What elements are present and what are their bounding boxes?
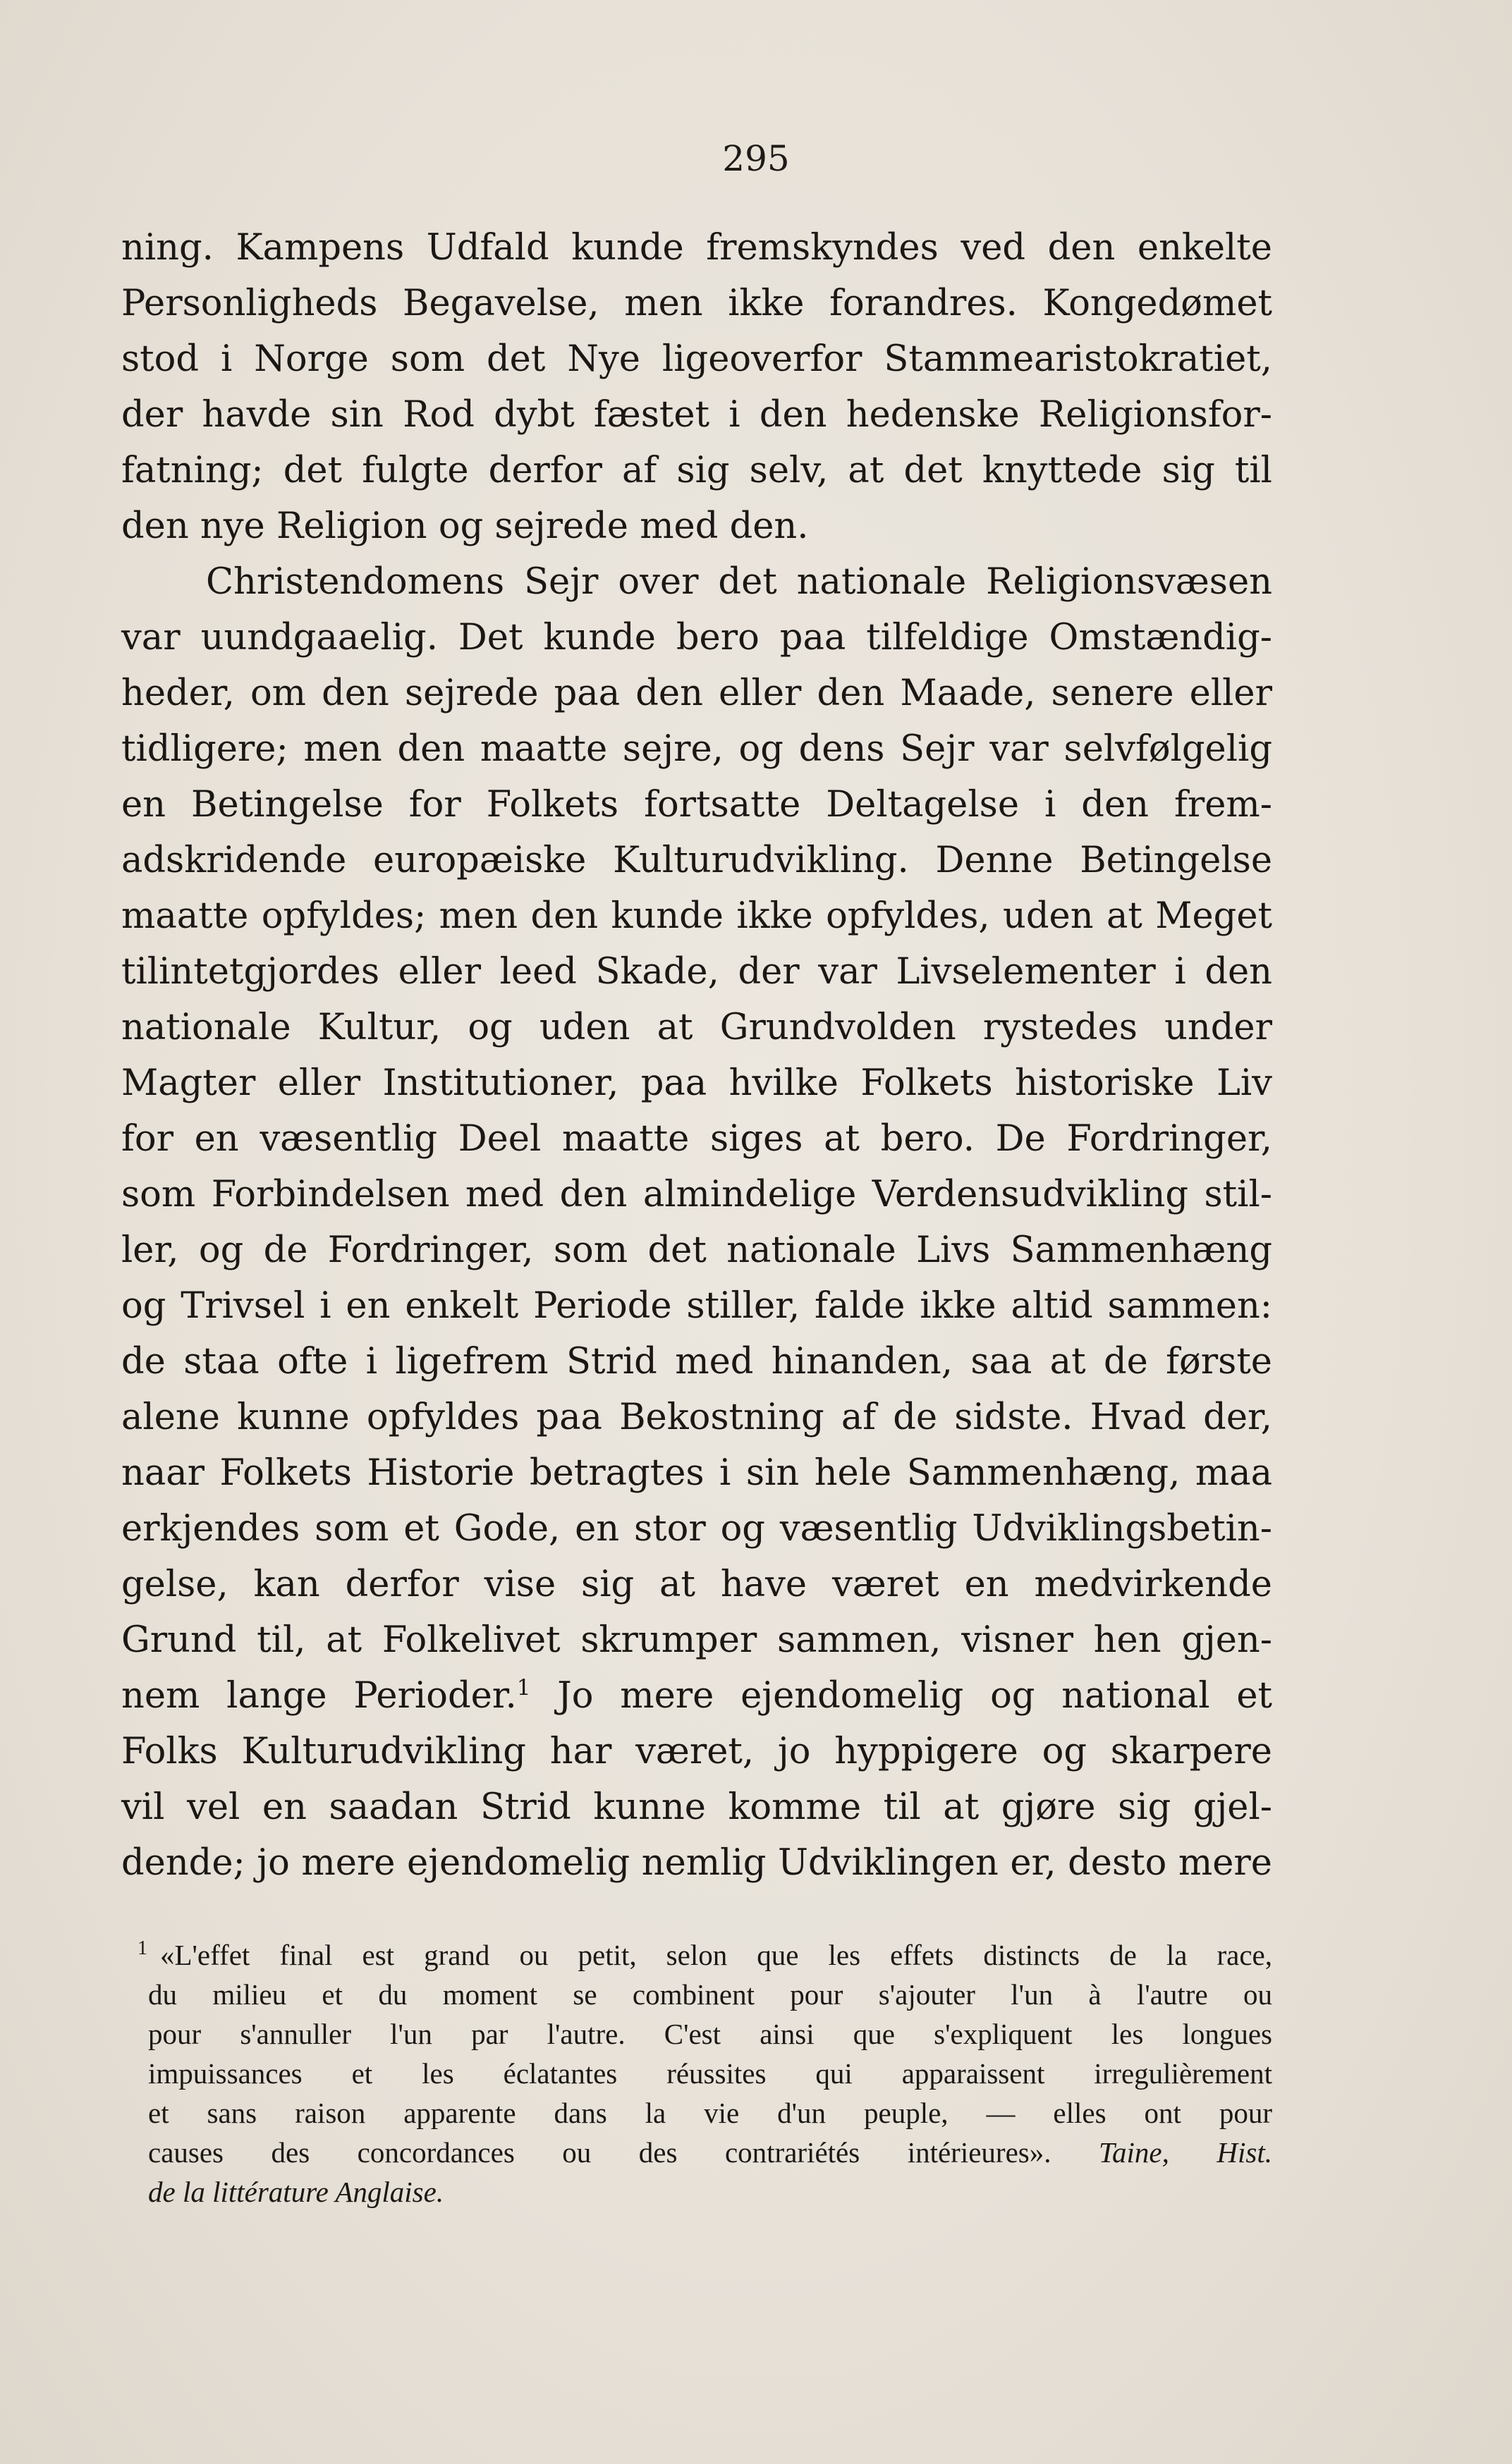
text-line: heder, om den sejrede paa den eller den Maade, senere eller — [121, 673, 1272, 714]
text-line: som Forbindelsen med den almindelige Verdensudvikling stil- — [121, 1174, 1272, 1215]
footnote-text: causes des concordances ou des contrariétés intérieures». — [148, 2136, 1051, 2169]
text-line: der havde sin Rod dybt fæstet i den hedenske Religionsfor- — [121, 394, 1272, 436]
text-line: tidligere; men den maatte sejre, og dens Sejr var selvfølgelig — [121, 728, 1272, 770]
text-line: fatning; det fulgte derfor af sig selv, at det knyttede sig til — [121, 450, 1272, 491]
text-line: alene kunne opfyldes paa Bekostning af de sidste. Hvad der, — [121, 1397, 1272, 1438]
text-line: ler, og de Fordringer, som det nationale Livs Sammenhæng — [121, 1230, 1272, 1271]
paragraph-start-line: Christendomens Sejr over det nationale Religionsvæsen — [206, 561, 1272, 603]
text-line: og Trivsel i en enkelt Periode stiller, falde ikke altid sammen: — [121, 1285, 1272, 1327]
footnote-line: pour s'annuller l'un par l'autre. C'est ainsi que s'expliquent les longues — [148, 2018, 1272, 2050]
footnote-number: 1 — [138, 1937, 147, 1960]
text-line: maatte opfyldes; men den kunde ikke opfyldes, uden at Meget — [121, 895, 1272, 937]
text-line: nationale Kultur, og uden at Grundvolden rystedes under — [121, 1007, 1272, 1048]
page-number: 295 — [722, 138, 790, 179]
text-line: adskridende europæiske Kulturudvikling. Denne Betingelse — [121, 840, 1272, 881]
text-line: den nye Religion og sejrede med den. — [121, 505, 809, 547]
footnote-line: du milieu et du moment se combinent pour s'ajouter l'un à l'autre ou — [148, 1978, 1272, 2011]
text-line: Grund til, at Folkelivet skrumper sammen, visner hen gjen- — [121, 1619, 1272, 1661]
text-line: en Betingelse for Folkets fortsatte Deltagelse i den frem- — [121, 784, 1272, 826]
footnote-line: et sans raison apparente dans la vie d'un peuple, — elles ont pour — [148, 2097, 1272, 2129]
footnote — [138, 1935, 1272, 2212]
text-line: var uundgaaelig. Det kunde bero paa tilfeldige Omstændig- — [121, 617, 1272, 658]
footnote-text: «L'effet final est grand ou petit, selon que les effets distincts de la race, — [160, 1939, 1272, 1971]
text-segment: nem lange Perioder. — [121, 1675, 517, 1717]
text-line: gelse, kan derfor vise sig at have været en medvirkende — [121, 1564, 1272, 1605]
text-line: for en væsentlig Deel maatte siges at bero. De Fordringer, — [121, 1118, 1272, 1160]
text-line: erkjendes som et Gode, en stor og væsentlig Udviklingsbetin- — [121, 1508, 1272, 1550]
body-text — [121, 220, 1272, 1891]
text-line: dende; jo mere ejendomelig nemlig Udviklingen er, desto mere — [121, 1842, 1272, 1884]
text-line: Magter eller Institutioner, paa hvilke Folkets historiske Liv — [121, 1062, 1272, 1104]
text-line: Folks Kulturudvikling har været, jo hyppigere og skarpere — [121, 1731, 1272, 1772]
text-line: de staa ofte i ligefrem Strid med hinanden, saa at de første — [121, 1341, 1272, 1383]
text-line: ning. Kampens Udfald kunde fremskyndes ved den enkelte — [121, 227, 1272, 269]
footnote-line — [148, 2133, 1272, 2172]
text-line: naar Folkets Historie betragtes i sin hele Sammenhæng, maa — [121, 1452, 1272, 1494]
footnote-line: impuissances et les éclatantes réussites qui apparaissent irregulièrement — [148, 2057, 1272, 2090]
footnote-line — [138, 1935, 1272, 1975]
text-segment: Jo mere ejendomelig og national et — [557, 1675, 1272, 1717]
citation: Taine, Hist. — [1099, 2136, 1272, 2169]
text-line: vil vel en saadan Strid kunne komme til at gjøre sig gjel- — [121, 1786, 1272, 1828]
citation-line: de la littérature Anglaise. — [148, 2176, 444, 2208]
footnote-reference-line — [121, 1668, 1272, 1724]
text-line: tilintetgjordes eller leed Skade, der var Livselementer i den — [121, 951, 1272, 993]
text-line: stod i Norge som det Nye ligeoverfor Stammearistokratiet, — [121, 338, 1272, 380]
text-line: Personligheds Begavelse, men ikke forandres. Kongedømet — [121, 283, 1272, 324]
footnote-marker: 1 — [516, 1675, 531, 1700]
